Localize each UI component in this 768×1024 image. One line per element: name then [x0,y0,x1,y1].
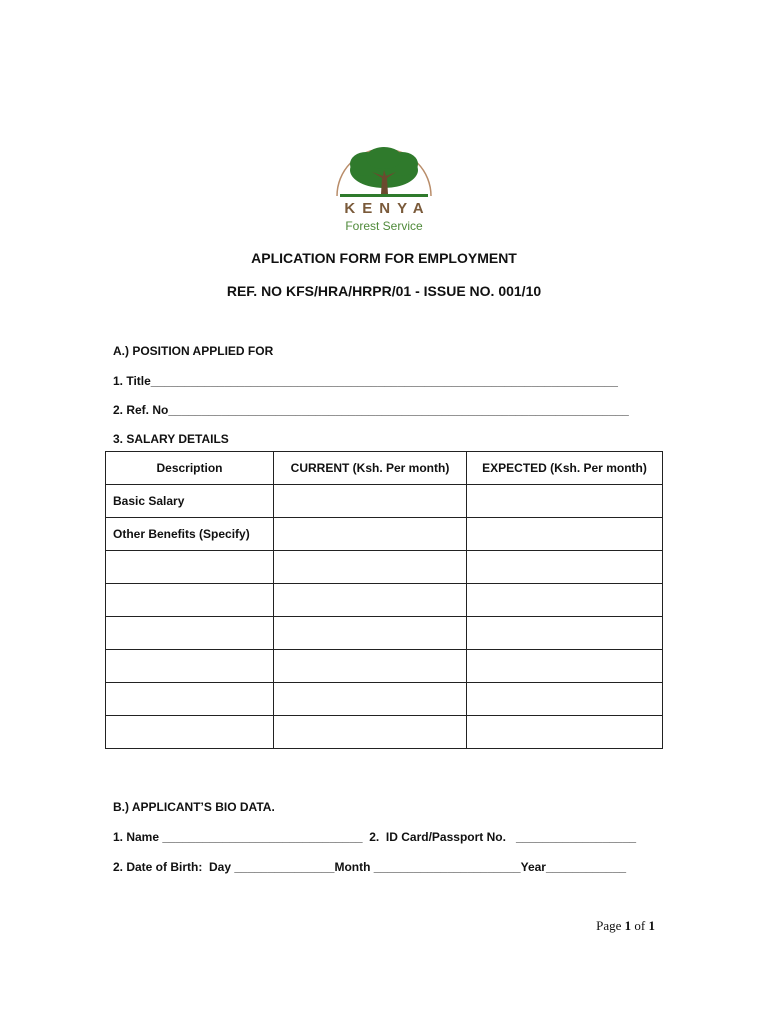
description-cell[interactable] [106,617,274,650]
column-header-description: Description [106,452,274,485]
description-cell[interactable] [106,551,274,584]
form-title: APLICATION FORM FOR EMPLOYMENT [251,250,517,266]
salary-details-heading: 3. SALARY DETAILS [113,432,229,446]
ref-no-field[interactable]: 2. Ref. No_____________________________________________________________________ [113,403,629,417]
table-row [106,518,663,551]
expected-amount-cell[interactable] [467,518,663,551]
tree-emblem-icon [330,132,438,202]
page-label: Page [596,918,625,933]
description-cell[interactable] [106,650,274,683]
logo-brand-text: KENYA [344,200,431,217]
form-reference: REF. NO KFS/HRA/HRPR/01 - ISSUE NO. 001/10 [226,283,542,299]
section-a-heading: A.) POSITION APPLIED FOR [113,344,274,358]
expected-amount-cell[interactable] [467,683,663,716]
current-amount-cell[interactable] [274,683,467,716]
current-amount-cell[interactable] [274,716,467,749]
salary-details-table [105,451,663,749]
title-field[interactable]: 1. Title______________________________________________________________________ [113,374,618,388]
column-header-expected: EXPECTED (Ksh. Per month) [467,452,663,485]
expected-amount-cell[interactable] [467,617,663,650]
table-row [106,683,663,716]
table-row [106,551,663,584]
date-of-birth-fields[interactable]: 2. Date of Birth: Day _______________Month ______________________Year____________ [113,860,627,874]
table-header-row [106,452,663,485]
expected-amount-cell[interactable] [467,485,663,518]
description-cell[interactable] [106,683,274,716]
expected-amount-cell[interactable] [467,650,663,683]
description-cell[interactable] [106,584,274,617]
table-row [106,716,663,749]
current-amount-cell[interactable] [274,485,467,518]
current-amount-cell[interactable] [274,650,467,683]
page-current: 1 [624,918,632,933]
section-b-heading: B.) APPLICANT’S BIO DATA. [113,800,275,814]
description-cell[interactable] [106,716,274,749]
current-amount-cell[interactable] [274,617,467,650]
expected-amount-cell[interactable] [467,584,663,617]
table-row [106,650,663,683]
page-number [596,918,655,934]
table-row [106,617,663,650]
expected-amount-cell[interactable] [467,551,663,584]
current-amount-cell[interactable] [274,584,467,617]
name-id-fields[interactable]: 1. Name ______________________________ 2. ID Card/Passport No. __________________ [113,830,637,844]
column-header-current: CURRENT (Ksh. Per month) [274,452,467,485]
page-total: 1 [648,918,655,933]
current-amount-cell[interactable] [274,551,467,584]
table-row [106,485,663,518]
kenya-forest-service-logo [330,132,438,238]
table-row [106,584,663,617]
description-cell: Basic Salary [106,485,274,518]
expected-amount-cell[interactable] [467,716,663,749]
page-of-label: of [631,918,649,933]
logo-subtitle-text: Forest Service [345,219,423,233]
current-amount-cell[interactable] [274,518,467,551]
description-cell: Other Benefits (Specify) [106,518,274,551]
